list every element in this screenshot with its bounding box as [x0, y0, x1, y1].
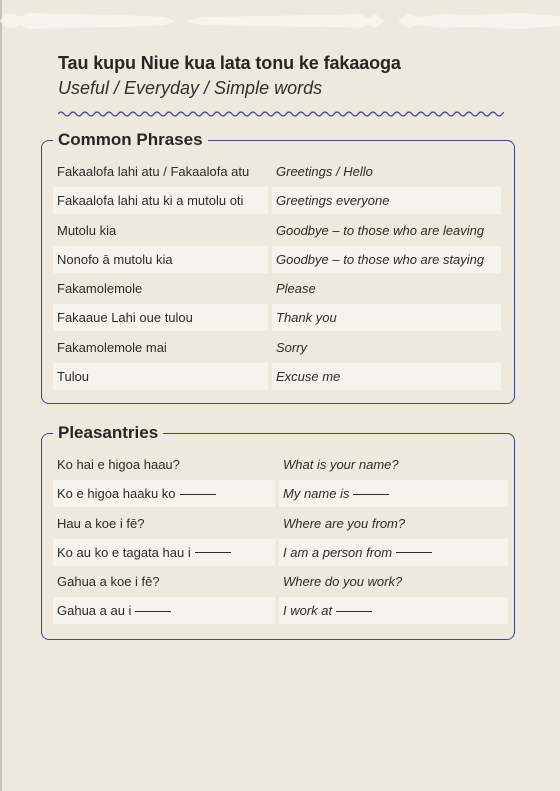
english-cell — [272, 363, 501, 390]
niuean-cell — [53, 246, 268, 273]
english-cell — [272, 217, 501, 244]
niuean-text: Ko e higoa haaku ko — [57, 486, 176, 502]
table-row — [53, 568, 508, 597]
niuean-cell — [53, 451, 275, 478]
english-cell — [272, 246, 501, 273]
page-edge — [0, 0, 2, 791]
fill-in-blank — [180, 493, 216, 495]
english-text: Greetings / Hello — [276, 164, 373, 179]
english-cell — [279, 480, 508, 507]
wave-divider — [58, 108, 504, 120]
niuean-cell — [53, 334, 268, 361]
pleasantries-section — [41, 423, 515, 640]
niuean-cell — [53, 539, 275, 566]
niuean-text: Hau a koe i fē? — [57, 515, 145, 531]
english-cell — [272, 158, 501, 185]
decorative-top-band — [0, 8, 560, 34]
english-text: Goodbye – to those who are staying — [276, 251, 485, 267]
english-text: Goodbye – to those who are leaving — [276, 222, 485, 238]
table-row — [53, 158, 501, 187]
english-text: Where do you work? — [283, 574, 403, 590]
english-text: I am a person from — [283, 544, 393, 560]
niuean-cell — [53, 187, 268, 214]
common-phrases-section — [41, 130, 515, 404]
phrase-table — [53, 158, 501, 392]
table-row — [53, 217, 501, 246]
niuean-text: Nonofo ā mutolu kia — [57, 251, 173, 267]
english-cell — [279, 597, 508, 624]
niuean-text: Tulou — [57, 369, 90, 385]
niuean-cell — [53, 568, 275, 595]
english-text: Sorry — [276, 339, 308, 355]
english-cell — [272, 275, 501, 302]
table-row — [53, 304, 501, 333]
niuean-text: Ko au ko e tagata hau i — [57, 544, 191, 560]
pleasantries-table — [53, 451, 508, 627]
section-heading: Pleasantries — [53, 423, 163, 443]
table-row — [53, 597, 508, 626]
niuean-cell — [53, 275, 268, 302]
fill-in-blank — [195, 551, 231, 553]
niuean-text: Fakaalofa lahi atu ki a mutolu oti — [57, 193, 244, 209]
niuean-text: Mutolu kia — [57, 222, 117, 238]
english-cell — [279, 539, 508, 566]
niuean-text: Fakaalofa lahi atu / Fakaalofa atu — [57, 164, 250, 179]
niuean-cell — [53, 510, 275, 537]
page-subtitle: Useful / Everyday / Simple words — [58, 78, 323, 98]
fill-in-blank — [135, 610, 171, 612]
niuean-text: Gahua a au i — [57, 603, 132, 619]
english-text: Greetings everyone — [276, 193, 390, 209]
section-heading: Common Phrases — [53, 130, 208, 150]
table-row — [53, 451, 508, 480]
niuean-cell — [53, 158, 268, 185]
niuean-cell — [53, 304, 268, 331]
table-row — [53, 510, 508, 539]
niuean-cell — [53, 597, 275, 624]
english-cell — [272, 304, 501, 331]
english-text: Please — [276, 281, 316, 297]
niuean-cell — [53, 480, 275, 507]
fill-in-blank — [336, 610, 372, 612]
niuean-text: Ko hai e higoa haau? — [57, 457, 180, 472]
english-cell — [279, 510, 508, 537]
niuean-text: Fakaaue Lahi oue tulou — [57, 310, 193, 326]
table-row — [53, 334, 501, 363]
niuean-cell — [53, 363, 268, 390]
english-text: Where are you from? — [283, 515, 406, 531]
table-row — [53, 275, 501, 304]
table-row — [53, 539, 508, 568]
table-row — [53, 246, 501, 275]
niuean-cell — [53, 217, 268, 244]
page-title: Tau kupu Niue kua lata tonu ke fakaaoga — [58, 53, 401, 73]
niuean-text: Fakamolemole — [57, 281, 143, 297]
fill-in-blank — [353, 493, 389, 495]
english-cell — [279, 451, 508, 478]
table-row — [53, 363, 501, 392]
english-text: What is your name? — [283, 457, 399, 472]
niuean-text: Fakamolemole mai — [57, 339, 167, 355]
english-text: I work at — [283, 603, 333, 619]
english-cell — [279, 568, 508, 595]
english-cell — [272, 334, 501, 361]
fill-in-blank — [396, 551, 432, 553]
english-text: My name is — [283, 486, 350, 502]
table-row — [53, 480, 508, 509]
niuean-text: Gahua a koe i fē? — [57, 574, 160, 590]
english-text: Excuse me — [276, 369, 341, 385]
table-row — [53, 187, 501, 216]
english-text: Thank you — [276, 310, 337, 326]
english-cell — [272, 187, 501, 214]
